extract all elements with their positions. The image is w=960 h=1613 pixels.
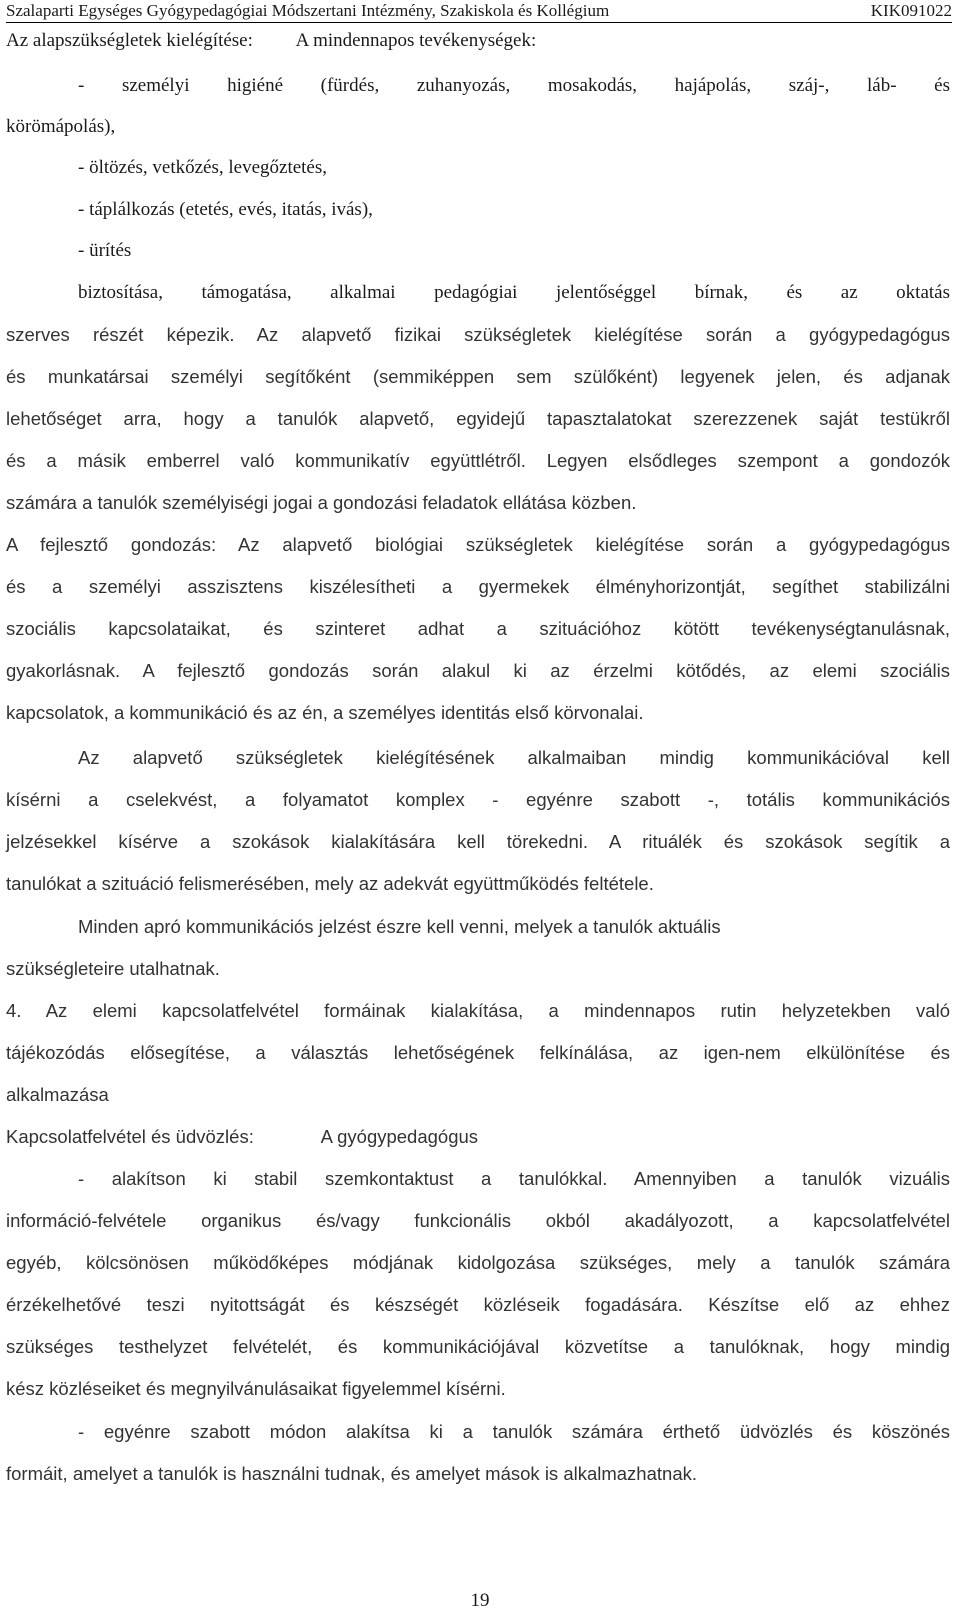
paragraph-line: szükségleteire utalhatnak. — [6, 958, 220, 979]
header-institution: Szalaparti Egységes Gyógypedagógiai Módszertani Intézmény, Szakiskola és Kollégium — [6, 1, 610, 20]
paragraph-line: szerves részét képezik. Az alapvető fizikai szükségletek kielégítése során a gyógypedagógus — [6, 324, 950, 345]
paragraph-line: és a másik emberrel való kommunikatív együttlétről. Legyen elsődleges szempont a gondozók — [6, 450, 950, 471]
paragraph-line: szociális kapcsolataikat, és szinteret adhat a szituációhoz kötött tevékenységtanulásnak, — [6, 618, 950, 639]
paragraph-line: szükséges testhelyzet felvételét, és kommunikációjával közvetítse a tanulóknak, hogy mindig — [6, 1336, 950, 1357]
section-heading-line: tájékozódás elősegítése, a választás lehetőségének felkínálása, az igen-nem elkülönítése és — [6, 1042, 950, 1063]
header-code: KIK091022 — [870, 1, 952, 20]
paragraph-line: Minden apró kommunikációs jelzést észre kell venni, melyek a tanulók aktuális — [78, 916, 721, 937]
page-number: 19 — [470, 1590, 490, 1611]
paragraph-line: kapcsolatok, a kommunikáció és az én, a személyes identitás első körvonalai. — [6, 702, 644, 723]
list-item: - ürítés — [78, 240, 132, 261]
paragraph-line: információ-felvétele organikus és/vagy funkcionális okból akadályozott, a kapcsolatfelvétel — [6, 1210, 950, 1231]
paragraph-line: A fejlesztő gondozás: Az alapvető biológiai szükségletek kielégítése során a gyógypedagógus — [6, 534, 950, 555]
paragraph-line: - egyénre szabott módon alakítsa ki a tanulók számára érthető üdvözlés és köszönés — [78, 1421, 950, 1442]
paragraph-line: számára a tanulók személyiségi jogai a gondozási feladatok ellátása közben. — [6, 492, 637, 513]
paragraph-line: körömápolás), — [6, 116, 116, 137]
list-item: - táplálkozás (etetés, evés, itatás, ivás), — [78, 199, 373, 220]
paragraph-line: gyakorlásnak. A fejlesztő gondozás során alakul ki az érzelmi kötődés, az elemi szociális — [6, 660, 950, 681]
list-item: - öltözés, vetkőzés, levegőztetés, — [78, 157, 328, 178]
section-heading-line: alkalmazása — [6, 1084, 109, 1105]
paragraph-line: formáit, amelyet a tanulók is használni tudnak, és amelyet mások is alkalmazhatnak. — [6, 1463, 697, 1484]
paragraph-line: és a személyi asszisztens kiszélesítheti a gyermekek élményhorizontját, segíthet stabilizálni — [6, 576, 950, 597]
paragraph-line: - személyi higiéné (fürdés, zuhanyozás, mosakodás, hajápolás, száj-, láb- és — [78, 75, 950, 96]
paragraph-line: lehetőséget arra, hogy a tanulók alapvető, egyidejű tapasztalatokat szerezzenek saját testükről — [6, 408, 950, 429]
section-heading-line: 4. Az elemi kapcsolatfelvétel formáinak kialakítása, a mindennapos rutin helyzetekben való — [6, 1000, 950, 1021]
subheading-contact: Kapcsolatfelvétel és üdvözlés: A gyógypedagógus — [6, 1126, 479, 1147]
heading-basic-needs: Az alapszükségletek kielégítése: A mindennapos tevékenységek: — [6, 30, 537, 51]
paragraph-line: - alakítson ki stabil szemkontaktust a tanulókkal. Amennyiben a tanulók vizuális — [78, 1168, 950, 1189]
paragraph-line: biztosítása, támogatása, alkalmai pedagógiai jelentőséggel bírnak, és az oktatás — [78, 282, 950, 303]
page-header — [6, 0, 952, 23]
paragraph-line: kész közléseiket és megnyilvánulásaikat figyelemmel kísérni. — [6, 1378, 506, 1399]
paragraph-line: érzékelhetővé teszi nyitottságát és készségét közléseik fogadására. Készítse elő az ehhez — [6, 1294, 950, 1315]
paragraph-line: tanulókat a szituáció felismerésében, mely az adekvát együttműködés feltétele. — [6, 873, 654, 894]
paragraph-line: és munkatársai személyi segítőként (semmiképpen sem szülőként) legyenek jelen, és adjanak — [6, 366, 950, 387]
paragraph-line: Az alapvető szükségletek kielégítésének alkalmaiban mindig kommunikációval kell — [78, 747, 950, 768]
paragraph-line: kísérni a cselekvést, a folyamatot komplex - egyénre szabott -, totális kommunikációs — [6, 789, 950, 810]
paragraph-line: jelzésekkel kísérve a szokások kialakítására kell törekedni. A rituálék és szokások segítik a — [6, 831, 950, 852]
paragraph-line: egyéb, kölcsönösen működőképes módjának kidolgozása szükséges, mely a tanulók számára — [6, 1252, 950, 1273]
